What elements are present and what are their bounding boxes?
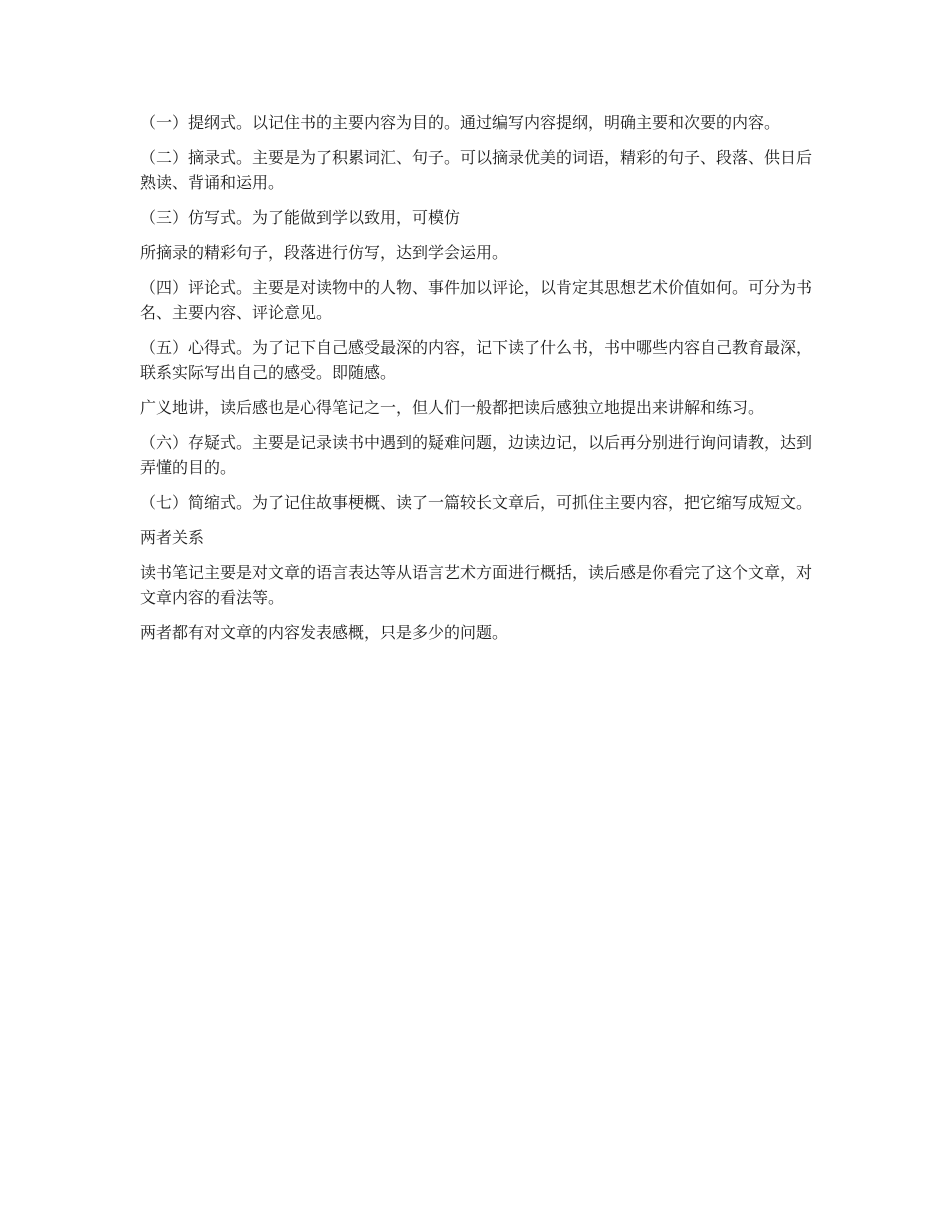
paragraph-abridgement-method: （七）简缩式。为了记住故事梗概、读了一篇较长文章后，可抓住主要内容，把它缩写成短文。 <box>140 493 813 512</box>
paragraph-review-method: （四）评论式。主要是对读物中的人物、事件加以评论，以肯定其思想艺术价值如何。可分为书名、主要内容、评论意见。 <box>140 278 813 322</box>
paragraph-excerpt-method: （二）摘录式。主要是为了积累词汇、句子。可以摘录优美的词语，精彩的句子、段落、供日后熟读、背诵和运用。 <box>140 148 813 192</box>
paragraph-imitation-method: （三）仿写式。为了能做到学以致用，可模仿 <box>140 208 461 227</box>
paragraph-relationship-summary: 两者都有对文章的内容发表感概，只是多少的问题。 <box>140 623 509 642</box>
paragraph-relationship-detail: 读书笔记主要是对文章的语言表达等从语言艺术方面进行概括，读后感是你看完了这个文章，对文章内容的看法等。 <box>140 563 813 607</box>
paragraph-outline-method: （一）提纲式。以记住书的主要内容为目的。通过编写内容提纲，明确主要和次要的内容。 <box>140 113 781 132</box>
paragraph-imitation-continued: 所摘录的精彩句子，段落进行仿写，达到学会运用。 <box>140 243 509 262</box>
section-heading-relationship: 两者关系 <box>140 528 205 547</box>
document-body <box>140 110 812 655</box>
paragraph-broad-sense: 广义地讲，读后感也是心得笔记之一，但人们一般都把读后感独立地提出来讲解和练习。 <box>140 398 765 417</box>
paragraph-question-method: （六）存疑式。主要是记录读书中遇到的疑难问题，边读边记，以后再分别进行询问请教，达到弄懂的目的。 <box>140 433 813 477</box>
paragraph-reflection-method: （五）心得式。为了记下自己感受最深的内容，记下读了什么书，书中哪些内容自己教育最深，联系实际写出自己的感受。即随感。 <box>140 338 813 382</box>
